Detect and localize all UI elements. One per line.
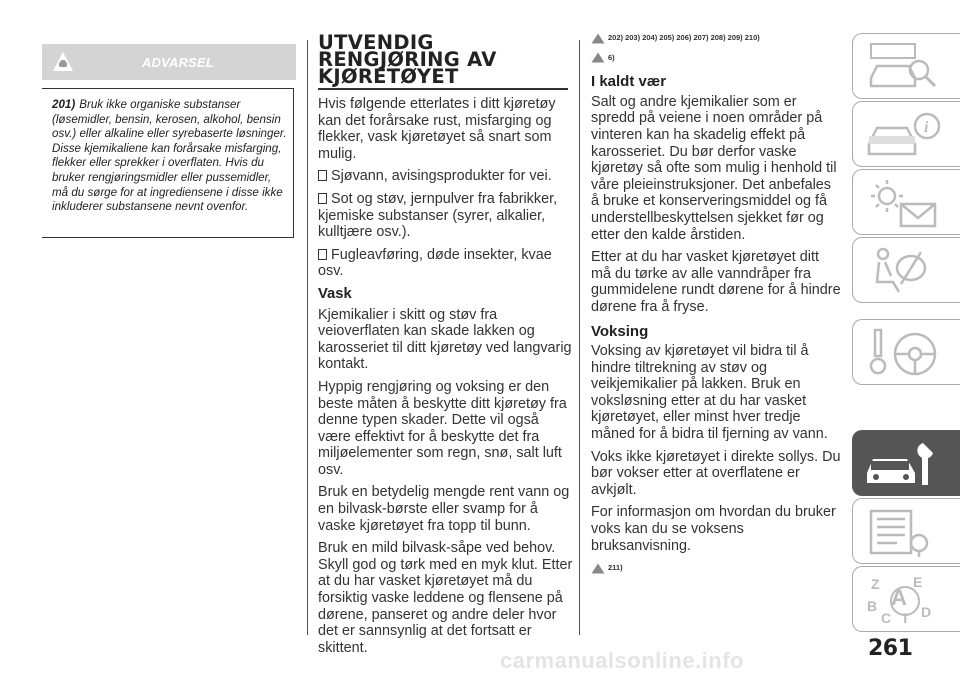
page-number: 261 — [868, 636, 913, 661]
tab-warning-lights[interactable] — [852, 169, 960, 235]
section-heading: UTVENDIG RENGJØRING AV KJØRETØYET — [318, 34, 568, 90]
intro-paragraph: Hvis følgende etterlates i ditt kjøretøy kan det forårsake rust, misfarging og flekker, vask kjøretøyet så snart som mulig. — [318, 96, 556, 162]
warning-title: ADVARSEL — [141, 54, 215, 70]
svg-text:i: i — [924, 119, 929, 136]
specifications-icon — [863, 505, 943, 559]
voksing-heading: Voksing — [591, 322, 649, 340]
vask-paragraph: Kjemikalier i skitt og støv fra veioverflaten kan skade lakken og karosseriet til ditt kjøretøy ved langvarig kontakt. — [318, 306, 572, 373]
car-wrench-icon — [863, 437, 943, 491]
kaldt-paragraph: Salt og andre kjemikalier som er spredd på veiene i noen områder på vinteren kan ha skadelig effekt på karosseriet. Du bør derfor vaske kjøretøy så ofte som mulig i henhold til våre pleieinstruksjoner. Det anbefales å bruke et konserveringsmiddel og få understellbeskyttelsen sjekket før og etter den kalde årstiden. — [591, 93, 837, 243]
svg-text:C: C — [881, 610, 892, 626]
vask-paragraph: Bruk en mild bilvask-såpe ved behov. Skyll god og tørk med en myk klut. Etter at du har vasket kjøretøyet må du forsiktig vaske leddene og flensene på dørene, panseret og andre deler hvor det er sannsynlig at det fortsatt er skittent. — [318, 540, 573, 656]
tab-car-wrench[interactable] — [852, 430, 960, 496]
warning-refs: 202) 203) 204) 205) 206) 207) 208) 209) 210) — [591, 30, 841, 47]
warning-lights-icon — [863, 176, 943, 230]
right-column — [591, 30, 841, 580]
checkbox-bullet-icon — [318, 170, 327, 181]
voksing-paragraph: For informasjon om hvordan du bruker voks kan du se voksens bruksanvisning. — [591, 504, 836, 554]
vask-heading: Vask — [318, 285, 352, 302]
list-item: Sjøvann, avisingsprodukter for vei. — [318, 168, 573, 185]
list-item: Sot og støv, jernpulver fra fabrikker, kjemiske substanser (syrer, alkalier, kulltjære osv.). — [318, 190, 558, 241]
end-refs: 211) — [591, 560, 841, 577]
vask-paragraph: Hyppig rengjøring og voksing er den beste måten å beskytte ditt kjøretøy fra denne typen skader. Dette vil også være effektivt for å beskytte det fra miljøelementer som regn, snø, salt luft osv. — [318, 378, 567, 478]
voksing-paragraph: Voks ikke kjøretøyet i direkte sollys. Du bør vokser etter at overflatene er avkjølt. — [591, 448, 841, 498]
note-refs: 6) — [591, 50, 841, 67]
warning-text: Bruk ikke organiske substanser (løsemidler, bensin, kerosen, alkohol, bensin osv.) eller alkaline eller syrebaserte løsninger. Disse kjemikaliene kan forårsake misfarging, flekker eller sprekker i overflaten. Hvis du bruker rengjøringsmidler eller pussemidler, må du sørge for at ingrediensene i disse ikke inkluderer substansene nevnt ovenfor. — [52, 98, 287, 214]
warning-number: 201) — [52, 98, 76, 111]
kaldt-paragraph: Etter at du har vasket kjøretøyet ditt må du tørke av alle vanndråper fra gummidelene rundt dørene for å hindre dørene fra å fryse. — [591, 249, 841, 315]
tab-airbag[interactable] — [852, 237, 960, 303]
svg-text:Z: Z — [871, 576, 880, 592]
car-search-icon — [863, 40, 943, 92]
tab-car-info[interactable] — [852, 101, 960, 167]
voksing-paragraph: Voksing av kjøretøyet vil bidra til å hindre tiltrekning av støv og veikjemikalier på lakken. Bruk en voksløsning etter at du har vasket kjøretøyet, eller minst hver tredje måned for å bidra til fjerning av vann. — [591, 343, 828, 443]
svg-text:B: B — [867, 598, 878, 614]
tab-specifications[interactable] — [852, 498, 960, 564]
middle-column — [318, 96, 573, 662]
column-divider-left — [307, 40, 308, 635]
car-info-icon — [863, 108, 943, 160]
index-icon — [863, 573, 943, 627]
note-triangle-icon — [591, 52, 605, 63]
kaldt-heading: I kaldt vær — [591, 73, 667, 91]
svg-text:D: D — [921, 604, 932, 620]
key-steering-icon — [863, 326, 943, 380]
svg-text:E: E — [913, 574, 923, 590]
warning-box — [42, 88, 294, 238]
list-item: Fugleavføring, døde insekter, kvae osv. — [318, 246, 552, 280]
checkbox-bullet-icon — [318, 249, 327, 260]
svg-text:A: A — [891, 585, 907, 610]
warning-header — [42, 44, 296, 80]
airbag-icon — [863, 244, 943, 298]
column-divider-right — [579, 40, 580, 635]
svg-text:T: T — [901, 610, 910, 626]
warning-triangle-icon — [52, 51, 74, 73]
watermark: carmanualsonline.info — [500, 648, 744, 673]
warning-triangle-icon — [591, 563, 605, 574]
vask-paragraph: Bruk en betydelig mengde rent vann og en bilvask-børste eller svamp for å vaske kjøretøyet fra topp til bunn. — [318, 484, 570, 534]
warning-triangle-icon — [591, 33, 605, 44]
checkbox-bullet-icon — [318, 193, 327, 204]
tab-key-steering[interactable] — [852, 319, 960, 385]
tab-index[interactable] — [852, 566, 960, 632]
tab-car-search[interactable] — [852, 33, 960, 99]
